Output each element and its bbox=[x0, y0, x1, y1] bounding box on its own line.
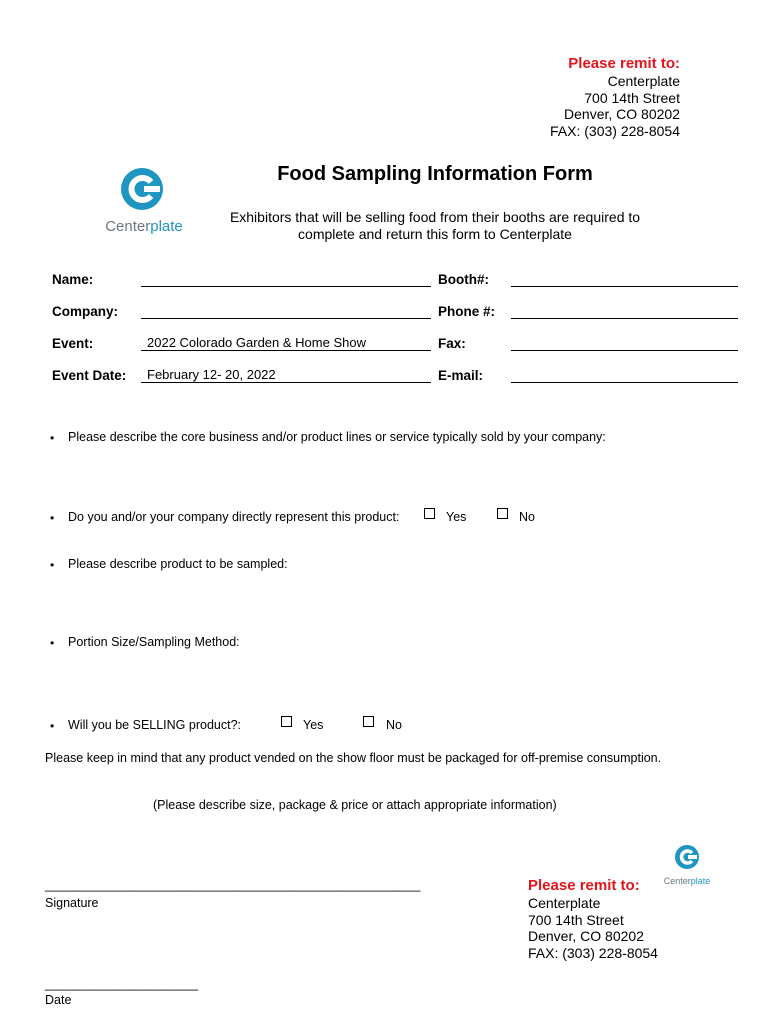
phone-label: Phone #: bbox=[438, 304, 496, 319]
form-title: Food Sampling Information Form bbox=[277, 163, 593, 185]
form-intro bbox=[220, 209, 650, 243]
selling-yes-label: Yes bbox=[303, 718, 324, 732]
centerplate-logo-small bbox=[660, 843, 714, 886]
describe-note: (Please describe size, package & price or attach appropriate information) bbox=[153, 798, 557, 812]
booth-field[interactable] bbox=[511, 271, 738, 287]
represent-no-checkbox[interactable] bbox=[497, 508, 508, 519]
bullet-5: • bbox=[50, 719, 55, 733]
signature-label: Signature bbox=[45, 896, 99, 910]
remit-address-top bbox=[520, 73, 680, 139]
event-date-field[interactable]: February 12- 20, 2022 bbox=[141, 367, 431, 383]
name-field[interactable] bbox=[141, 271, 431, 287]
remit-street: 700 14th Street bbox=[584, 89, 680, 106]
date-line[interactable]: ______________________ bbox=[45, 977, 198, 991]
event-field[interactable]: 2022 Colorado Garden & Home Show bbox=[141, 335, 431, 351]
bullet-4: • bbox=[50, 636, 55, 650]
represent-yes-label: Yes bbox=[446, 510, 467, 524]
booth-label: Booth#: bbox=[438, 272, 489, 287]
bullet-3: • bbox=[50, 558, 55, 572]
company-label: Company: bbox=[52, 304, 119, 319]
email-label: E-mail: bbox=[438, 368, 484, 383]
fax-label: Fax: bbox=[438, 336, 466, 351]
email-field[interactable] bbox=[511, 367, 738, 383]
bullet-2: • bbox=[50, 511, 55, 525]
selling-no-label: No bbox=[386, 718, 402, 732]
company-field[interactable] bbox=[141, 303, 431, 319]
remit-city-bottom: Denver, CO 80202 bbox=[528, 928, 644, 944]
event-date-label: Event Date: bbox=[52, 368, 127, 383]
represent-no-label: No bbox=[519, 510, 535, 524]
date-label: Date bbox=[45, 993, 72, 1007]
question-selling-product: Will you be SELLING product?: bbox=[68, 718, 241, 732]
intro-line-2: complete and return this form to Centerplate bbox=[298, 226, 572, 242]
bullet-1: • bbox=[50, 431, 55, 445]
event-label: Event: bbox=[52, 336, 94, 351]
remit-company: Centerplate bbox=[607, 73, 680, 89]
signature-line[interactable]: ______________________________________________________ bbox=[45, 878, 421, 892]
phone-field[interactable] bbox=[511, 303, 738, 319]
logo-wordmark: Centerplate bbox=[105, 218, 183, 235]
remit-heading-bottom: Please remit to: bbox=[528, 877, 640, 894]
fax-field[interactable] bbox=[511, 335, 738, 351]
remit-fax: FAX: (303) 228-8054 bbox=[550, 122, 680, 139]
remit-street-bottom: 700 14th Street bbox=[528, 911, 624, 928]
intro-line-1: Exhibitors that will be selling food from their booths are required to bbox=[229, 209, 641, 225]
remit-address-bottom bbox=[528, 895, 728, 961]
centerplate-logo-small-icon bbox=[660, 843, 714, 873]
remit-fax-bottom: FAX: (303) 228-8054 bbox=[528, 944, 658, 961]
question-product-sampled: Please describe product to be sampled: bbox=[68, 557, 288, 571]
remit-city: Denver, CO 80202 bbox=[564, 106, 680, 122]
question-represent-product: Do you and/or your company directly represent this product: bbox=[68, 510, 400, 524]
centerplate-logo-icon bbox=[104, 165, 184, 213]
question-portion-size: Portion Size/Sampling Method: bbox=[68, 635, 240, 649]
represent-yes-checkbox[interactable] bbox=[424, 508, 435, 519]
remit-heading-top: Please remit to: bbox=[568, 55, 680, 72]
selling-no-checkbox[interactable] bbox=[363, 716, 374, 727]
selling-yes-checkbox[interactable] bbox=[281, 716, 292, 727]
logo-wordmark-small: Centerplate bbox=[663, 876, 711, 886]
packaging-note: Please keep in mind that any product vended on the show floor must be packaged for off-premise consumption. bbox=[45, 751, 662, 765]
name-label: Name: bbox=[52, 272, 94, 287]
question-core-business: Please describe the core business and/or product lines or service typically sold by your company: bbox=[68, 430, 606, 444]
remit-company-bottom: Centerplate bbox=[528, 895, 601, 911]
centerplate-logo bbox=[104, 165, 184, 235]
